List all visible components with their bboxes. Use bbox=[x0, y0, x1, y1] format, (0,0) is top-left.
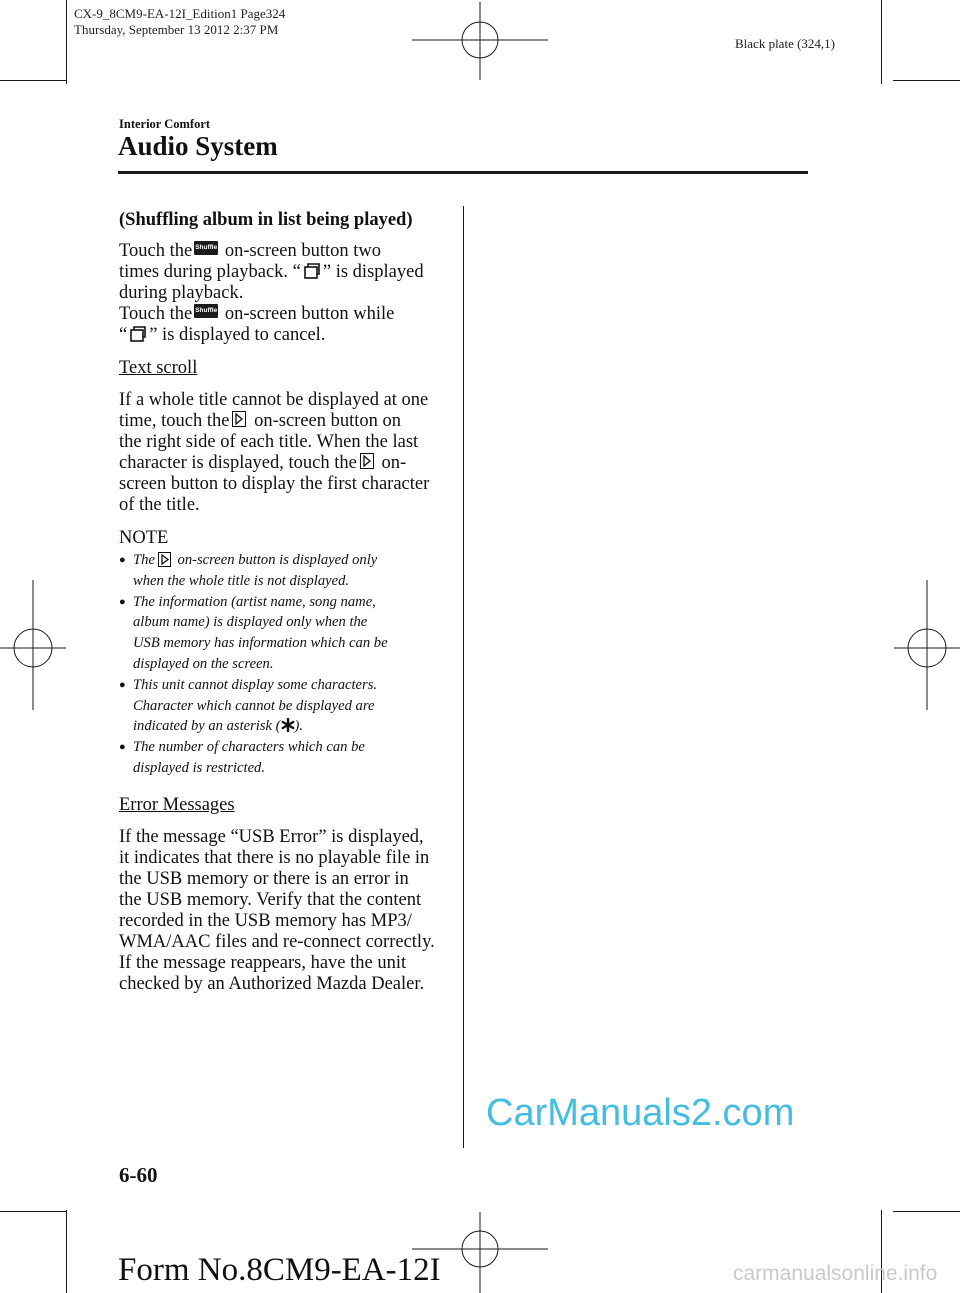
text: of the title. bbox=[119, 495, 200, 515]
text: on- bbox=[381, 453, 407, 473]
header-rule bbox=[118, 171, 808, 174]
text: “ bbox=[119, 325, 128, 345]
text: album name) is displayed only when the bbox=[133, 614, 368, 631]
text: Character which cannot be displayed are bbox=[133, 697, 375, 714]
text: when the whole title is not displayed. bbox=[133, 572, 350, 589]
text: This unit cannot display some characters. bbox=[133, 676, 378, 693]
crop-mark bbox=[893, 1211, 960, 1212]
shuffle-paragraph-1 bbox=[119, 241, 459, 304]
text: screen button to display the first character bbox=[119, 474, 430, 494]
text: indicated by an asterisk ( bbox=[133, 718, 281, 735]
text: on-screen button on bbox=[254, 411, 402, 431]
error-messages-heading: Error Messages bbox=[119, 794, 235, 815]
text: the USB memory. Verify that the content bbox=[119, 889, 422, 910]
print-info-line2: Thursday, September 13 2012 2:37 PM bbox=[74, 22, 279, 37]
text: displayed on the screen. bbox=[133, 655, 274, 672]
text: time, touch the bbox=[119, 411, 230, 431]
text: The information (artist name, song name, bbox=[133, 593, 376, 610]
text: ” is displayed to cancel. bbox=[149, 325, 326, 345]
text: Touch the bbox=[119, 304, 193, 324]
text-scroll-button-icon bbox=[232, 411, 246, 427]
registration-crosshair-icon bbox=[412, 2, 548, 80]
bullet-icon: ● bbox=[119, 595, 126, 608]
bullet-icon: ● bbox=[119, 554, 126, 566]
text: Touch the bbox=[119, 241, 193, 261]
registration-crosshair-icon bbox=[0, 580, 66, 710]
text: ). bbox=[294, 718, 304, 735]
list-item bbox=[119, 550, 459, 592]
crop-mark bbox=[0, 1211, 66, 1212]
watermark: CarManuals2.com bbox=[486, 1092, 795, 1134]
text: ” is displayed bbox=[322, 262, 424, 282]
text: If the message “USB Error” is displayed, bbox=[119, 826, 424, 847]
text-scroll-button-icon bbox=[360, 453, 374, 469]
content-column bbox=[119, 210, 459, 995]
page-number: 6-60 bbox=[119, 1163, 158, 1187]
shuffle-indicator-icon bbox=[129, 325, 147, 343]
crop-mark bbox=[893, 80, 960, 81]
note-label: NOTE bbox=[119, 528, 169, 548]
list-item bbox=[119, 675, 459, 737]
text: on-screen button while bbox=[224, 304, 395, 324]
text: If the message reappears, have the unit bbox=[119, 952, 407, 973]
form-number: Form No.8CM9-EA-12I bbox=[118, 1252, 441, 1288]
crop-mark bbox=[66, 1210, 67, 1293]
print-info-line1: CX-9_8CM9-EA-12I_Edition1 Page324 bbox=[74, 6, 286, 21]
text: it indicates that there is no playable file in bbox=[119, 847, 430, 868]
text: during playback. bbox=[119, 283, 244, 303]
crop-mark bbox=[881, 0, 882, 84]
shuffle-button-icon: Shuffle bbox=[194, 241, 218, 255]
section-label: Interior Comfort bbox=[119, 117, 211, 131]
bullet-icon: ● bbox=[119, 678, 126, 691]
text: If a whole title cannot be displayed at one bbox=[119, 390, 429, 410]
print-info bbox=[74, 6, 285, 38]
text: USB memory has information which can be bbox=[133, 635, 388, 652]
text: on-screen button is displayed only bbox=[177, 552, 378, 568]
text-scroll-button-icon bbox=[158, 552, 171, 567]
shuffle-heading: (Shuffling album in list being played) bbox=[119, 210, 413, 230]
list-item bbox=[119, 737, 459, 779]
text-scroll-heading: Text scroll bbox=[119, 358, 198, 378]
text-scroll-paragraph bbox=[119, 390, 459, 516]
text: on-screen button two bbox=[224, 241, 382, 261]
text: The number of characters which can be bbox=[133, 739, 365, 756]
site-watermark: carmanualsonline.info bbox=[733, 1262, 938, 1285]
text: times during playback. “ bbox=[119, 262, 301, 282]
text: displayed is restricted. bbox=[133, 759, 265, 776]
plate-info: Black plate (324,1) bbox=[735, 36, 835, 51]
text: WMA/AAC files and re-connect correctly. bbox=[119, 931, 435, 952]
text: the right side of each title. When the last bbox=[119, 432, 419, 452]
error-paragraph bbox=[119, 827, 459, 995]
shuffle-paragraph-2 bbox=[119, 304, 459, 346]
bullet-icon: ● bbox=[119, 741, 126, 754]
column-divider bbox=[463, 206, 464, 1148]
shuffle-button-icon: Shuffle bbox=[194, 304, 218, 318]
page-title: Audio System bbox=[118, 131, 278, 161]
crop-mark bbox=[66, 0, 67, 84]
text: character is displayed, touch the bbox=[119, 453, 357, 473]
text: checked by an Authorized Mazda Dealer. bbox=[119, 973, 425, 994]
text: the USB memory or there is an error in bbox=[119, 868, 409, 889]
crop-mark bbox=[0, 80, 66, 81]
registration-crosshair-icon bbox=[894, 580, 960, 710]
text: recorded in the USB memory has MP3/ bbox=[119, 910, 412, 931]
note-list bbox=[119, 550, 459, 779]
shuffle-indicator-icon bbox=[303, 262, 321, 280]
asterisk-icon bbox=[281, 718, 295, 732]
list-item bbox=[119, 592, 459, 675]
text: The bbox=[133, 552, 155, 568]
